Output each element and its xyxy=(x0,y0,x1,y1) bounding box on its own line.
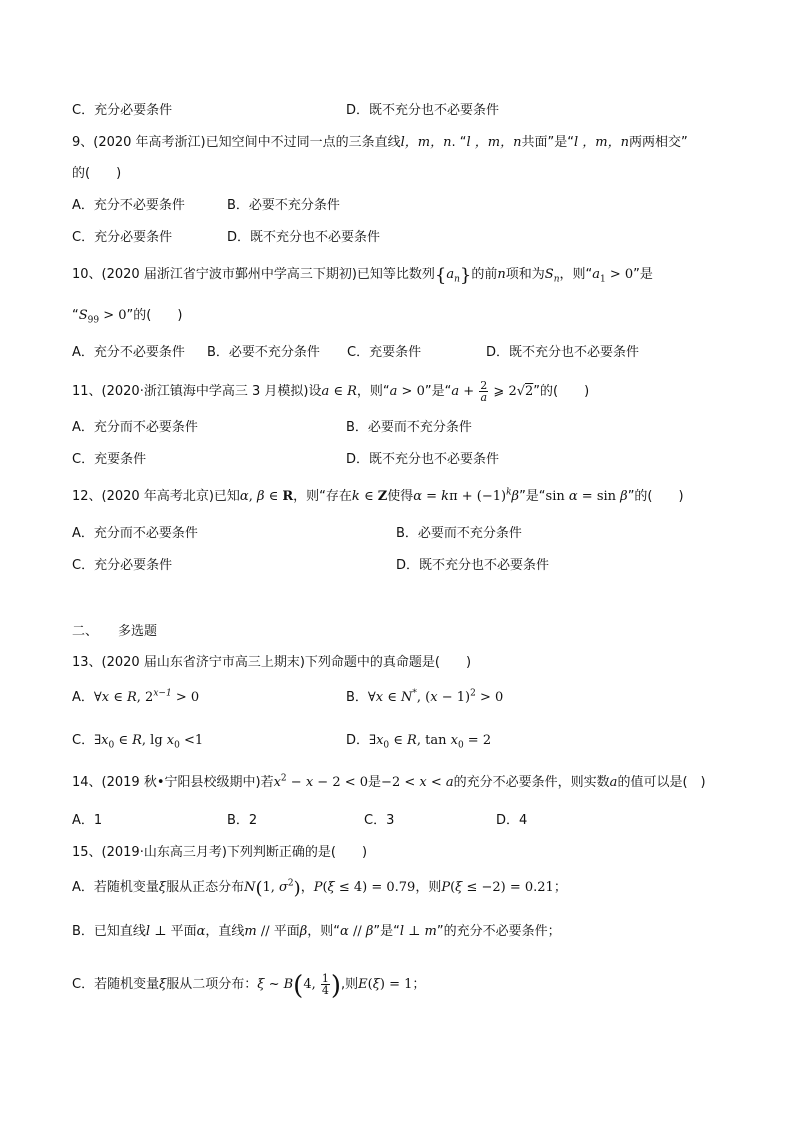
section-heading: 二、 多选题 xyxy=(72,624,158,639)
q15-stem: 15、(2019·山东高三月考)下列判断正确的是( ) xyxy=(72,845,368,860)
q12-option-d: D．既不充分也不必要条件 xyxy=(396,558,550,573)
q13-option-d: D．$\exists x_0$ ∈ R, $\tan x_0 = 2$ xyxy=(346,733,492,751)
q13-stem: 13、(2020 届山东省济宁市高三上期末)下列命题中的真命题是( ) xyxy=(72,655,472,670)
q10-option-a: A．充分不必要条件 xyxy=(72,345,185,360)
q10-stem: 10、(2020 届浙江省宁波市鄞州中学高三下期初)已知等比数列$\{a_n\}$的前n项和为$S_n$，则“$a_1 > 0$”是 xyxy=(72,265,653,286)
q14-stem: 14、(2019 秋•宁阳县校级期中)若$x^2 - x - 2 < 0$是−2 < x < a的充分不必要条件，则实数a的值可以是( ) xyxy=(72,773,706,790)
q15-option-c: C．若随机变量ξ服从二项分布：ξ ~ B(4, $\frac{1}{4}$ ),则E(ξ) = 1； xyxy=(72,971,426,1001)
q8-option-c: C．充分必要条件 xyxy=(72,103,173,118)
q9-stem: 9、(2020 年高考浙江)已知空间中不过同一点的三条直线l，m，n. “l ，m，n共面”是“l ，m，n两两相交” xyxy=(72,135,688,150)
q10-option-b: B．必要不充分条件 xyxy=(207,345,320,360)
q14-option-c: C．3 xyxy=(364,813,395,828)
q15-option-b: B．已知直线l ⊥ 平面α，直线m // 平面β，则“α // β”是“l ⊥ m”的充分不必要条件； xyxy=(72,924,561,939)
q12-option-c: C．充分必要条件 xyxy=(72,558,173,573)
q10-option-c: C．充要条件 xyxy=(347,345,422,360)
q9-option-d: D．既不充分也不必要条件 xyxy=(227,230,381,245)
q9-option-c: C．充分必要条件 xyxy=(72,230,173,245)
q11-stem: 11、(2020·浙江镇海中学高三 3 月模拟)设a ∈ R，则“a > 0”是“a + $\frac{2}{a}$ ⩾ 2√2”的( ) xyxy=(72,379,590,404)
q9-option-a: A．充分不必要条件 xyxy=(72,198,185,213)
q8-option-d: D．既不充分也不必要条件 xyxy=(346,103,500,118)
q11-option-b: B．必要而不充分条件 xyxy=(346,420,472,435)
q14-option-b: B．2 xyxy=(227,813,258,828)
q11-option-c: C．充要条件 xyxy=(72,452,147,467)
q9-stem-cont: 的( ) xyxy=(72,166,122,181)
q11-option-a: A．充分而不必要条件 xyxy=(72,420,198,435)
q12-stem: 12、(2020 年高考北京)已知α, β ∈ R，则“存在k ∈ Z使得$\alpha = k\pi + (-1)^k\beta$”是“sin α = sin β”的( ) xyxy=(72,487,684,504)
q10-option-d: D．既不充分也不必要条件 xyxy=(486,345,640,360)
q9-option-b: B．必要不充分条件 xyxy=(227,198,340,213)
q12-option-b: B．必要而不充分条件 xyxy=(396,526,522,541)
q12-option-a: A．充分而不必要条件 xyxy=(72,526,198,541)
q14-option-d: D．4 xyxy=(496,813,528,828)
q10-stem-cont: “$S_{99} > 0$”的( ) xyxy=(72,308,183,326)
q13-option-c: C．$\exists x_0$ ∈ R, $\lg x_0 <1$ xyxy=(72,733,204,751)
q13-option-b: B．∀x ∈ N*, $(x - 1)^2 > 0$ xyxy=(346,688,504,705)
q13-option-a: A．∀x ∈ R, $2^{x-1} > 0$ xyxy=(72,688,200,705)
q11-option-d: D．既不充分也不必要条件 xyxy=(346,452,500,467)
q15-option-a: A．若随机变量ξ服从正态分布N(1, $\sigma^2$)，P(ξ ≤ 4) = 0.79，则P(ξ ≤ −2) = 0.21； xyxy=(72,878,567,899)
q14-option-a: A．1 xyxy=(72,813,103,828)
